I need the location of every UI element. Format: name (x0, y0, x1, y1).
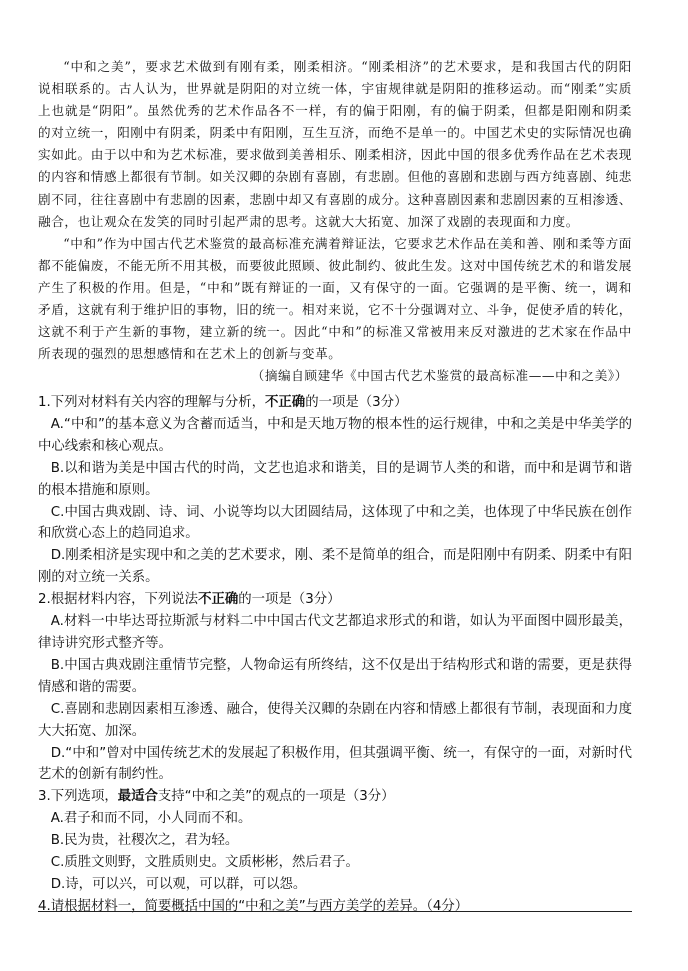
option-d: D.刚柔相济是实现中和之美的艺术要求，刚、柔不是简单的组合，而是阳刚中有阴柔、阴柔中有阳刚的对立统一关系。 (38, 548, 632, 586)
question-stem (38, 896, 632, 918)
option-c: C.中国古典戏剧、诗、词、小说等均以大团圆结局，这体现了中和之美，也体现了中华民族在创作和欣赏心态上的趋同追求。 (38, 504, 632, 542)
option-c: C.喜剧和悲剧因素相互渗透、融合，使得关汉卿的杂剧在内容和情感上都很有节制，表现面和力度大大拓宽、加深。 (38, 701, 632, 739)
stem-text-end: 的一项是（3分） (305, 395, 408, 410)
stem-text: 4.请根据材料一，简要概括中国的“中和之美”与西方美学的差异。（4分） (38, 898, 469, 914)
option-a: A.“中和”的基本意义为含蓄而适当，中和是天地万物的根本性的运行规律，中和之美是中华美学的中心线索和核心观点。 (38, 416, 632, 454)
option-b: B.以和谐为美是中国古代的时尚，文艺也追求和谐美，目的是调节人类的和谐，而中和是调节和谐的根本措施和原则。 (38, 460, 632, 498)
option-d: D.诗，可以兴，可以观，可以群，可以怨。 (50, 876, 307, 892)
reading-passage (38, 56, 632, 387)
question-stem (38, 392, 632, 414)
stem-text-end: 支持“中和之美”的观点的一项是（3分） (157, 789, 395, 805)
question-stem (38, 589, 632, 611)
stem-text-end: 的一项是（3分） (238, 592, 341, 608)
option-b: B.中国古典戏剧注重情节完整，人物命运有所终结，这不仅是出于结构形式和谐的需要，更是获得情感和谐的需要。 (38, 657, 632, 695)
stem-emphasis: 不正确 (265, 395, 306, 410)
stem-text: 1.下列对材料有关内容的理解与分析， (38, 395, 266, 410)
passage-paragraph-2: “中和”作为中国古代艺术鉴赏的最高标准充满着辩证法，它要求艺术作品在美和善、刚和柔等方面都不能偏废，不能无所不用其极，而要彼此照顾、彼此制约、彼此生发。这对中国传统艺术的和谐发展产生了积极的作用。但是，“中和”既有辩证的一面，又有保守的一面。它强调的是平衡、统一，调和矛盾，这就有利于维护旧的事物，旧的统一。相对来说，它不十分强调对立、斗争，促使矛盾的转化，这就不利于产生新的事物，建立新的统一。因此“中和”的标准又常被用来反对激进的艺术家在作品中所表现的强烈的思想感情和在艺术上的创新与变革。 (38, 235, 632, 362)
option-a: A.君子和而不同，小人同而不和。 (50, 811, 252, 827)
question-2 (38, 589, 632, 786)
bottom-divider (38, 911, 632, 912)
stem-text: 2.根据材料内容，下列说法 (38, 592, 199, 608)
option-b: B.民为贵，社稷次之，君为轻。 (50, 833, 239, 849)
option-a: A.材料一中毕达哥拉斯派与材料二中中国古代文艺都追求形式的和谐，如认为平面图中圆形最美，律诗讲究形式整齐等。 (38, 614, 632, 651)
option-d: D.“中和”曾对中国传统艺术的发展起了积极作用，但其强调平衡、统一，有保守的一面，对新时代艺术的创新有制约性。 (38, 745, 632, 783)
stem-text: 3.下列选项， (38, 789, 118, 805)
stem-emphasis: 最适合 (117, 789, 158, 805)
question-stem (38, 786, 632, 808)
question-1 (38, 392, 632, 589)
question-list (38, 392, 632, 918)
question-4 (38, 896, 632, 918)
stem-emphasis: 不正确 (198, 592, 239, 608)
passage-paragraph-1: “中和之美”，要求艺术做到有刚有柔，刚柔相济。“刚柔相济”的艺术要求，是和我国古代的阴阳说相联系的。古人认为，世界就是阴阳的对立统一体，宇宙规律就是阴阳的推移运动。而“刚柔”实质上也就是“阴阳”。虽然优秀的艺术作品各不一样，有的偏于阳刚，有的偏于阴柔，但都是阳刚和阴柔的对立统一，阳刚中有阴柔，阴柔中有阳刚，互生互济，而绝不是单一的。中国艺术史的实际情况也确实如此。由于以中和为艺术标准，要求做到美善相乐、刚柔相济，因此中国的很多优秀作品在艺术表现的内容和情感上都很有节制。如关汉卿的杂剧有喜剧，有悲剧。但他的喜剧和悲剧与西方纯喜剧、纯悲剧不同，往往喜剧中有悲剧的因素，悲剧中却又有喜剧的成分。这种喜剧因素和悲剧因素的互相渗透、融合，也让观众在发笑的同时引起严肃的思考。这就大大拓宽、加深了戏剧的表现面和力度。 (38, 59, 632, 229)
option-c: C.质胜文则野，文胜质则史。文质彬彬，然后君子。 (50, 855, 359, 871)
question-3 (38, 786, 632, 896)
passage-source: （摘编自顾建华《中国古代艺术鉴赏的最高标准——中和之美》） (251, 368, 628, 384)
